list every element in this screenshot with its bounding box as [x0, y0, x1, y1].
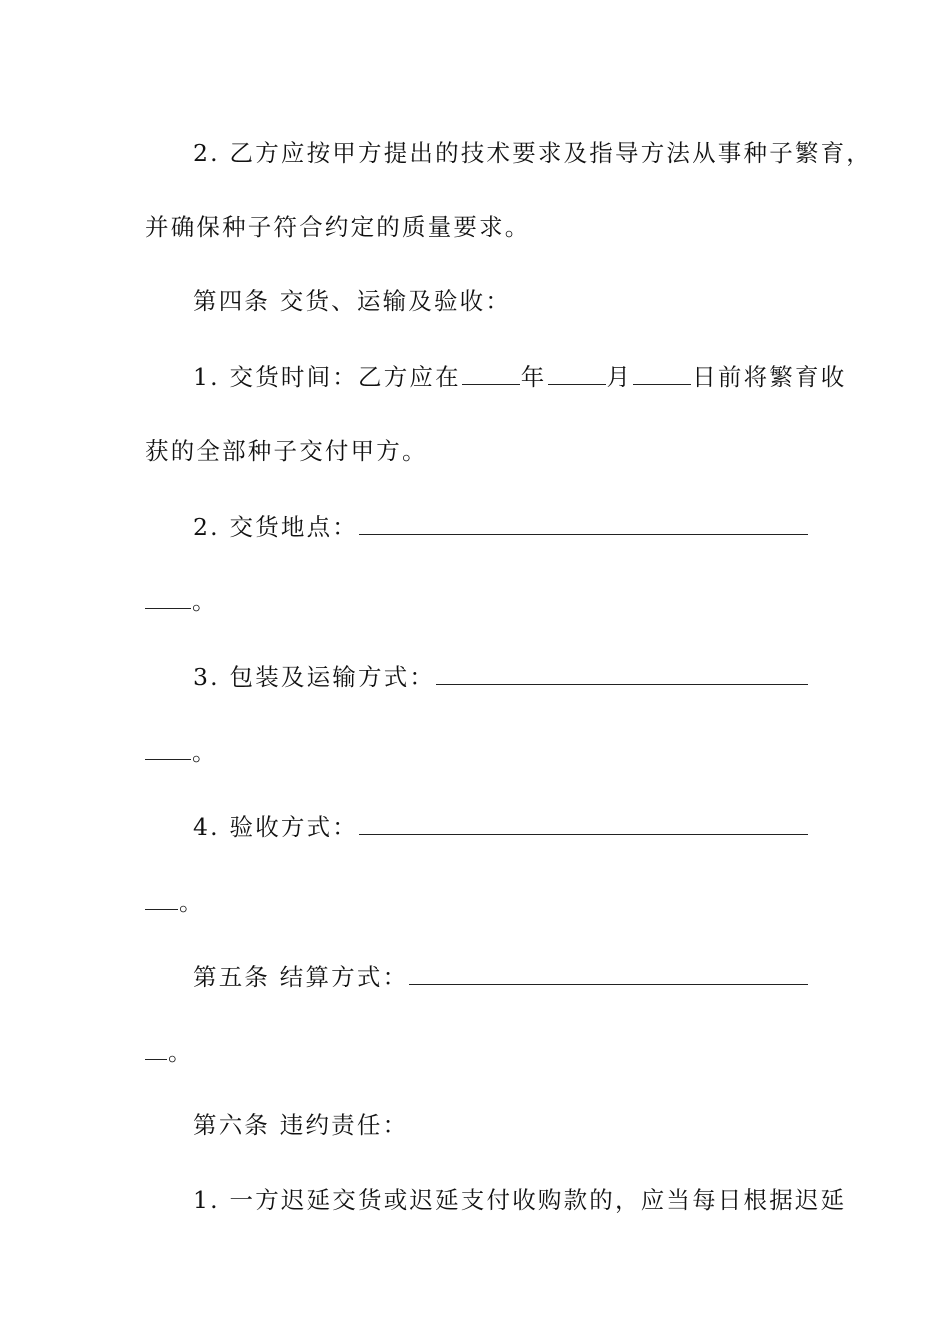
paragraph-text: 并确保种子符合约定的质量要求。: [145, 213, 531, 241]
paragraph-clause3-item2-cont: [145, 212, 808, 242]
paragraph-text: 日前将繁育收: [692, 363, 847, 391]
month-blank: [548, 362, 606, 385]
heading-article-4: [193, 286, 808, 316]
packing-transport-blank: [436, 662, 808, 685]
delivery-location-blank-cont: [145, 586, 191, 609]
month-label: 月: [606, 363, 633, 391]
year-label: 年: [520, 363, 547, 391]
period: 。: [168, 1038, 194, 1066]
paragraph-clause3-item2: [193, 138, 872, 168]
settlement-blank: [409, 962, 808, 985]
paragraph-breach-item1: [193, 1185, 847, 1215]
paragraph-delivery-time: [193, 362, 847, 392]
field-label: 3. 包装及运输方式：: [193, 663, 436, 691]
paragraph-acceptance: [193, 812, 808, 842]
packing-transport-blank-cont: [145, 737, 191, 760]
delivery-location-blank: [359, 512, 808, 535]
paragraph-delivery-location-end: [145, 586, 808, 616]
field-label: 4. 验收方式：: [193, 813, 358, 841]
day-blank: [633, 362, 691, 385]
heading-article-5-end: [145, 1037, 808, 1067]
paragraph-text: 1. 一方迟延交货或迟延支付收购款的，应当每日根据迟延: [193, 1186, 847, 1214]
paragraph-acceptance-end: [145, 887, 808, 917]
settlement-blank-cont: [145, 1037, 167, 1060]
article-heading: 第六条 违约责任：: [193, 1111, 409, 1139]
period: 。: [192, 587, 218, 615]
paragraph-packing-transport-end: [145, 737, 808, 767]
acceptance-blank-cont: [145, 887, 178, 910]
period: 。: [179, 888, 205, 916]
acceptance-blank: [359, 812, 808, 835]
field-label: 2. 交货地点：: [193, 513, 358, 541]
heading-article-6: [193, 1110, 808, 1140]
year-blank: [462, 362, 520, 385]
paragraph-text: 获的全部种子交付甲方。: [145, 437, 428, 465]
heading-article-5: [193, 962, 808, 992]
paragraph-text: 2. 乙方应按甲方提出的技术要求及指导方法从事种子繁育，: [193, 139, 872, 167]
paragraph-delivery-location: [193, 512, 808, 542]
paragraph-packing-transport: [193, 662, 808, 692]
article-heading: 第五条 结算方式：: [193, 963, 409, 991]
article-heading: 第四条 交货、运输及验收：: [193, 287, 512, 315]
period: 。: [192, 738, 218, 766]
paragraph-text: 1. 交货时间：乙方应在: [193, 363, 461, 391]
paragraph-delivery-time-cont: [145, 436, 808, 466]
